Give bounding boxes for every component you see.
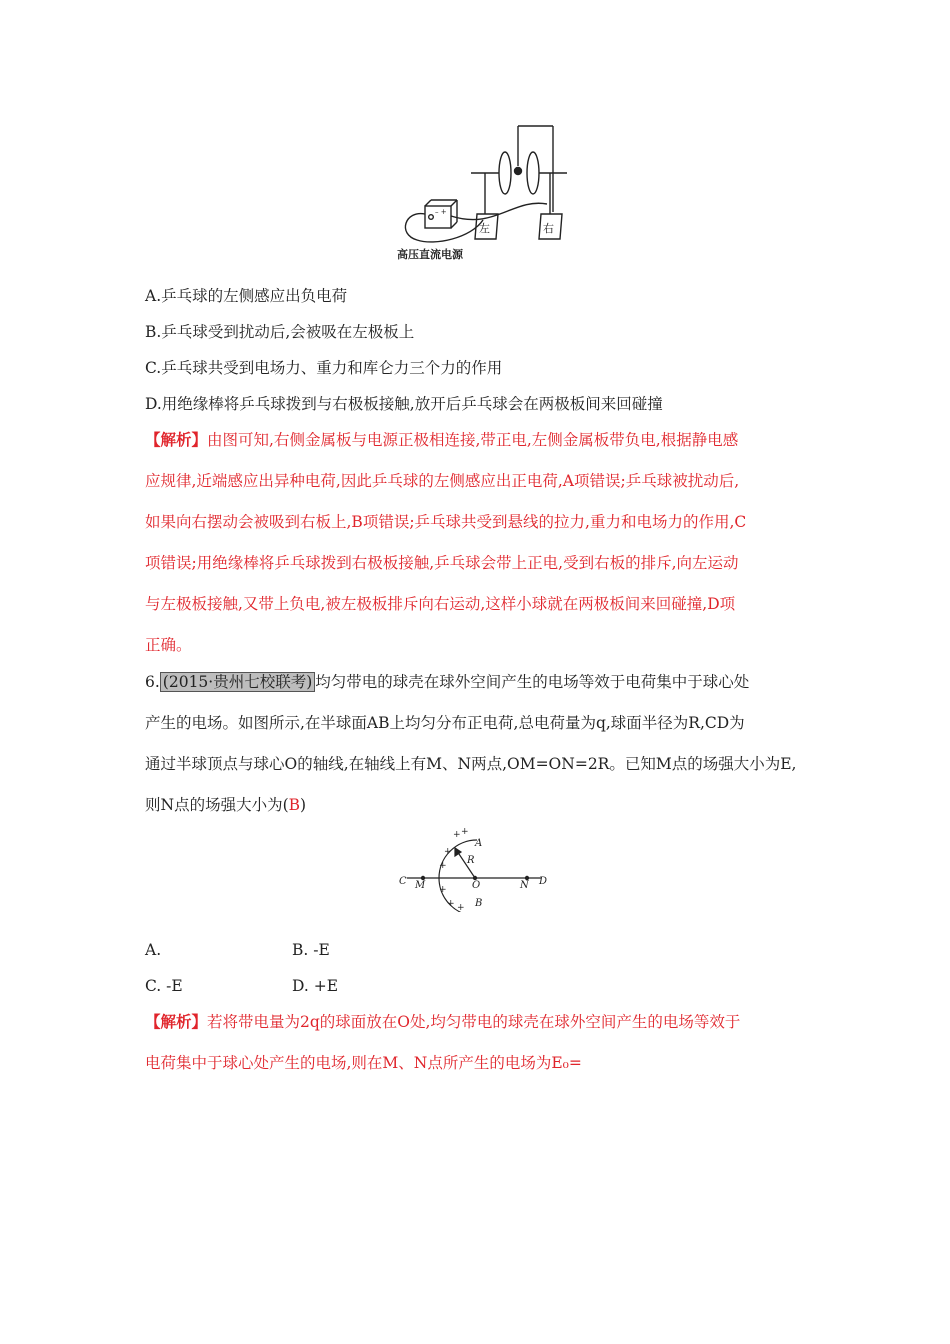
plus-sign: + [444,847,452,857]
q5-analysis-line-1: 【解析】由图可知,右侧金属板与电源正极相连接,带正电,左侧金属板带负电,根据静电感 [145,430,739,449]
q6-analysis-tag: 【解析】 [145,1012,208,1031]
q5-analysis-line-4: 项错误;用绝缘棒将乒乓球拨到右极板接触,乒乓球会带上正电,受到右板的排斥,向左运动 [145,554,739,572]
q5-analysis-tag: 【解析】 [145,430,208,449]
label-d: D [539,876,548,887]
label-m: M [415,880,426,891]
q6-number: 6. [145,673,160,691]
power-supply-label: 高压直流电源 [397,248,463,261]
label-r: R [467,855,475,866]
q6-analysis-line-1: 【解析】若将带电量为2q的球面放在O处,均匀带电的球壳在球外空间产生的电场等效于 [145,1012,741,1031]
plus-sign: + [457,903,465,912]
q5-analysis-line-5: 与左极板接触,又带上负电,被左极板排斥向右运动,这样小球就在两极板间来回碰撞,D项 [145,595,736,613]
left-plate-label: 左 [479,222,490,235]
q5-option-c: C.乒乓球共受到电场力、重力和库仑力三个力的作用 [145,359,503,377]
q6-option-a: A. [145,941,162,959]
plus-sign: + [461,828,469,837]
label-n: N [520,880,529,891]
q5-option-a: A.乒乓球的左侧感应出负电荷 [145,287,348,305]
q6-stem-line-2: 产生的电场。如图所示,在半球面AB上均匀分布正电荷,总电荷量为q,球面半径为R,CD为 [145,714,745,732]
q5-analysis-line-6: 正确。 [145,636,192,654]
label-c: C [399,876,407,887]
apparatus-figure [395,118,595,264]
q6-stem-line-4: 则N点的场强大小为(B) [145,796,307,814]
q6-stem-line-3: 通过半球顶点与球心O的轴线,在轴线上有M、N两点,OM=ON=2R。已知M点的场强大小为E, [145,755,797,773]
q5-analysis-line-2: 应规律,近端感应出异种电荷,因此乒乓球的左侧感应出正电荷,A项错误;乒乓球被扰动后, [145,472,740,490]
label-b: B [475,898,483,909]
label-o: O [472,880,481,891]
right-plate-label: 右 [543,222,554,235]
plus-sign: + [447,899,455,909]
label-a: A [475,838,483,849]
q5-option-b: B.乒乓球受到扰动后,会被吸在左极板上 [145,323,415,341]
q5-option-d: D.用绝缘棒将乒乓球拨到与右极板接触,放开后乒乓球会在两极板间来回碰撞 [145,395,663,413]
q6-option-d: D. +E [292,977,339,995]
q6-option-c: C. -E [145,977,183,995]
q6-source-badge: (2015·贵州七校联考) [160,672,315,692]
power-symbol: – + [435,208,447,216]
plus-sign: + [439,885,447,895]
q6-answer: B [288,796,301,814]
q6-stem-line-1: 6. (2015·贵州七校联考) 均匀带电的球壳在球外空间产生的电场等效于电荷集中于球心处 [145,673,750,691]
q6-analysis-line-2: 电荷集中于球心处产生的电场,则在M、N点所产生的电场为E₀= [145,1054,582,1072]
q5-analysis-line-3: 如果向右摆动会被吸到右板上,B项错误;乒乓球共受到悬线的拉力,重力和电场力的作用,C [145,513,747,531]
hemisphere-figure [395,828,555,912]
plus-sign: + [439,861,447,871]
plus-sign: + [453,830,461,840]
q6-option-b: B. -E [292,941,330,959]
